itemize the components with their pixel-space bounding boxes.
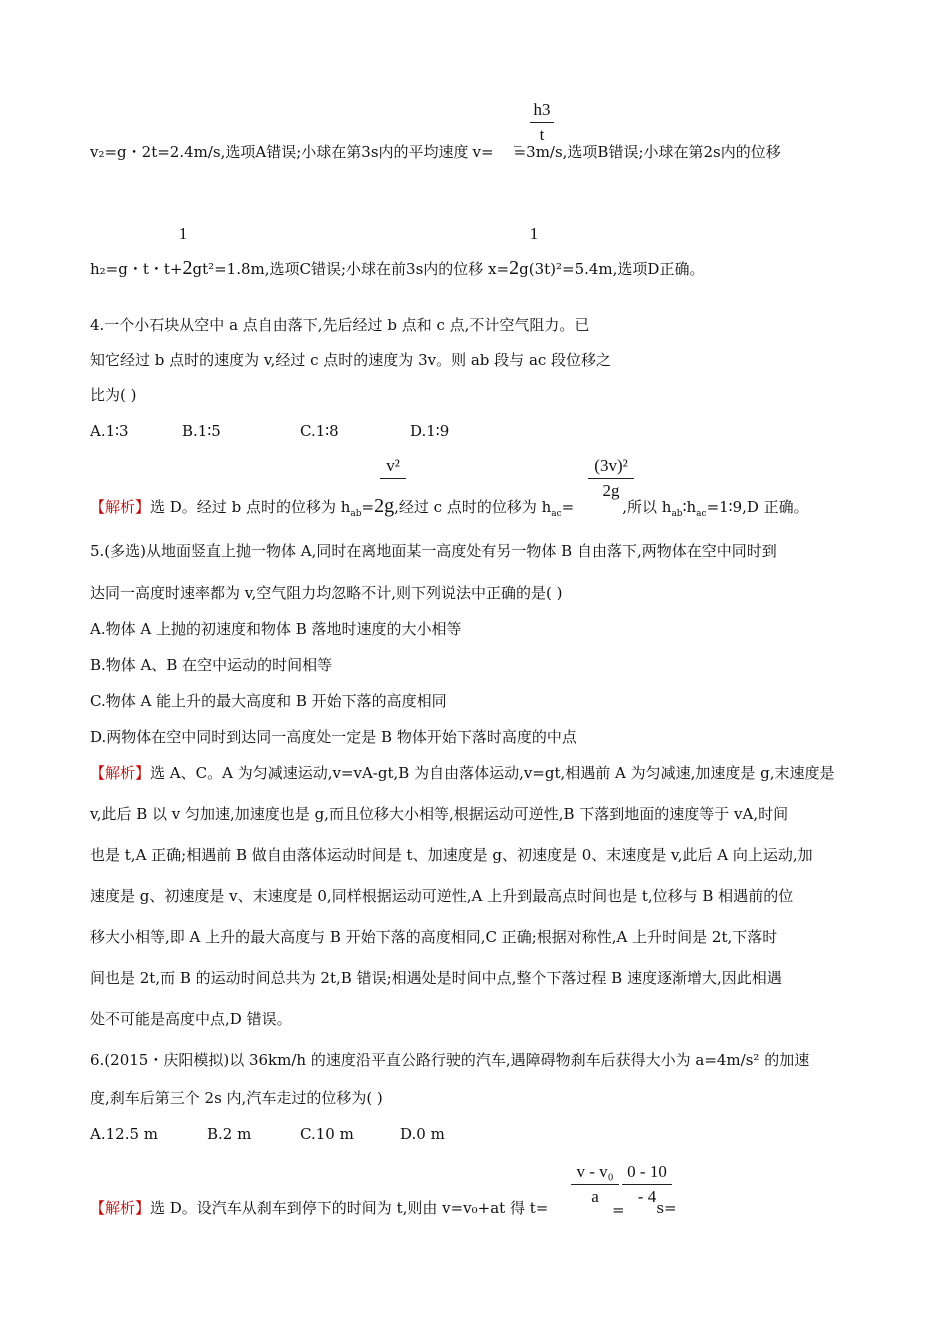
fraction-3v2-over-2g: (3v)² 2g xyxy=(588,456,634,501)
question-4-option-b: B.1∶5 xyxy=(182,422,221,440)
question-5-stem: 达同一高度时速率都为 v,空气阻力均忽略不计,则下列说法中正确的是( ) xyxy=(90,584,563,602)
question-5-analysis: 【解析】选 A、C。A 为匀减速运动,v=vA-gt,B 为自由落体运动,v=gt,相遇前 A 为匀减速,加速度是 g,末速度是 xyxy=(90,764,835,782)
question-6-stem: 6.(2015・庆阳模拟)以 36km/h 的速度沿平直公路行驶的汽车,遇障碍物刹车后获得大小为 a=4m/s² 的加速 xyxy=(90,1051,810,1069)
question-5-analysis: v,此后 B 以 v 匀加速,加速度也是 g,而且位移大小相等,根据运动可逆性,B 下落到地面的速度等于 vA,时间 xyxy=(90,805,789,823)
question-4-option-a: A.1∶3 xyxy=(90,422,129,440)
question-5-stem: 5.(多选)从地面竖直上抛一物体 A,同时在离地面某一高度处有另一物体 B 自由落下,两物体在空中同时到 xyxy=(90,542,777,560)
fraction-numerator: h3 xyxy=(533,100,551,119)
fraction-v2-over-2g: v² xyxy=(380,456,406,481)
question-6-option-c: C.10 m xyxy=(300,1125,354,1143)
fraction-one-half-2: 1 xyxy=(529,224,539,243)
question-5-option-c: C.物体 A 能上升的最大高度和 B 开始下落的高度相同 xyxy=(90,692,447,710)
question-4-option-d: D.1∶9 xyxy=(410,422,450,440)
question-6-analysis: 【解析】选 D。设汽车从刹车到停下的时间为 t,则由 v=v₀+at 得 t= s= xyxy=(90,1199,677,1217)
question-4-stem: 比为( ) xyxy=(90,386,137,404)
fraction-denominator: t xyxy=(539,125,545,144)
question-6-stem: 度,刹车后第三个 2s 内,汽车走过的位移为( ) xyxy=(90,1089,383,1107)
question-5-option-a: A.物体 A 上抛的初速度和物体 B 落地时速度的大小相等 xyxy=(90,620,462,638)
question-5-analysis: 处不可能是高度中点,D 错误。 xyxy=(90,1010,292,1028)
question-6-option-b: B.2 m xyxy=(207,1125,252,1143)
analysis-tag: 【解析】 xyxy=(90,1199,151,1217)
fraction-v-minus-v0-over-a: v - v₀ a xyxy=(571,1162,619,1207)
fraction-0-minus-10-over-minus-4: 0 - 10 - 4 xyxy=(622,1162,672,1207)
fraction-h3-over-t xyxy=(530,100,554,145)
text-vbar-mark: _ xyxy=(514,129,522,147)
text-line: h₂=g・t・t+2gt²=1.8m,选项C错误;小球在前3s内的位移 x=2g(3t)²=5.4m,选项D正确。 xyxy=(90,257,705,279)
question-6-option-d: D.0 m xyxy=(400,1125,445,1143)
question-5-analysis: 移大小相等,即 A 上升的最大高度与 B 开始下落的高度相同,C 正确;根据对称性,A 上升时间是 2t,下落时 xyxy=(90,928,778,946)
question-4-stem: 4.一个小石块从空中 a 点自由落下,先后经过 b 点和 c 点,不计空气阻力。已 xyxy=(90,316,590,334)
text-equals: = xyxy=(612,1201,625,1219)
question-4-option-c: C.1∶8 xyxy=(300,422,339,440)
analysis-tag: 【解析】 xyxy=(90,498,151,516)
question-4-stem: 知它经过 b 点时的速度为 v,经过 c 点时的速度为 3v。则 ab 段与 ac 段位移之 xyxy=(90,351,612,369)
question-5-analysis: 速度是 g、初速度是 v、末速度是 0,同样根据运动可逆性,A 上升到最高点时间也是 t,位移与 B 相遇前的位 xyxy=(90,887,794,905)
question-6-option-a: A.12.5 m xyxy=(90,1125,158,1143)
question-5-analysis: 也是 t,A 正确;相遇前 B 做自由落体运动时间是 t、加速度是 g、初速度是 0、末速度是 v,此后 A 向上运动,加 xyxy=(90,846,813,864)
analysis-tag: 【解析】 xyxy=(90,764,151,782)
question-5-option-d: D.两物体在空中同时到达同一高度处一定是 B 物体开始下落时高度的中点 xyxy=(90,728,577,746)
question-5-option-b: B.物体 A、B 在空中运动的时间相等 xyxy=(90,656,333,674)
question-4-analysis: 【解析】选 D。经过 b 点时的位移为 $h_{ab}=2g$,经过 c 点时的位移为 $h_{ac}=$ ,所以 $h_{ab}∶h_{ac}=1∶9,D$ 正确。 xyxy=(90,495,809,519)
text-line: v₂=g・2t=2.4m/s,选项A错误;小球在第3s内的平均速度 v= =3m/s,选项B错误;小球在第2s内的位移 xyxy=(90,143,781,161)
fraction-one-half: 1 xyxy=(178,224,188,243)
question-5-analysis: 间也是 2t,而 B 的运动时间总共为 2t,B 错误;相遇处是时间中点,整个下落过程 B 速度逐渐增大,因此相遇 xyxy=(90,969,782,987)
